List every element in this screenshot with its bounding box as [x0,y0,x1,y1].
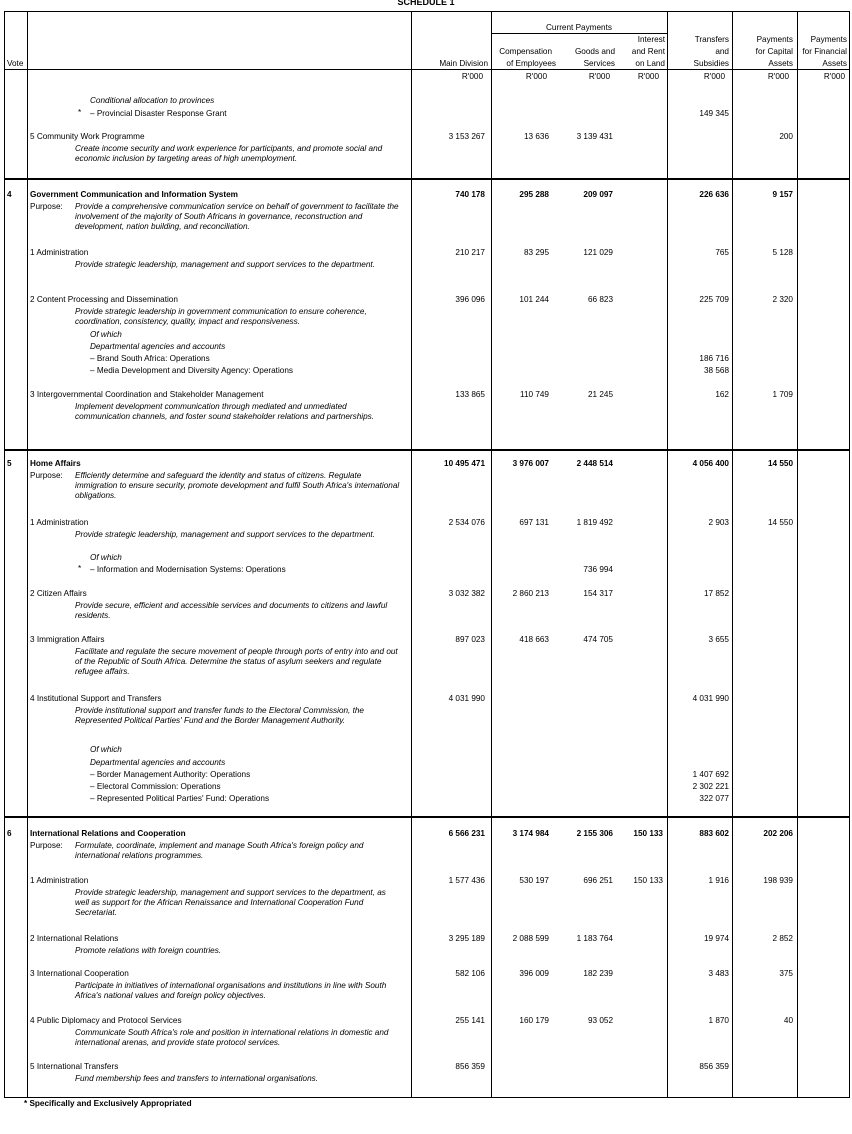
amount-comp: 2 860 213 [512,589,549,598]
of-which-label: Of which [90,553,122,562]
programme-label: 2 International Relations [30,934,119,943]
amount-capital: 5 128 [772,248,793,257]
programme-description: Create income security and work experience for participants, and promote social and economic inclusion by targeting areas of high unemployment. [75,144,383,163]
header-comp-1: Compensation [499,47,552,56]
unit-comp: R'000 [525,72,547,81]
amount-interest: 150 133 [633,829,663,838]
amount-main: 3 295 189 [448,934,485,943]
current-payments-rule [491,33,667,34]
amount-comp: 110 749 [520,390,549,399]
unit-main: R'000 [461,72,483,81]
amount-transfers: 162 [715,390,729,399]
pdrg-label: – Provincial Disaster Response Grant [90,109,227,118]
amount-transfers: 856 359 [699,1062,729,1071]
programme-description: Provide secure, efficient and accessible services and documents to citizens and lawful residents. [75,601,388,620]
header-interest-2: and Rent [631,47,665,56]
vote-separator [5,816,849,818]
sub-item-label: – Border Management Authority: Operations [90,770,251,779]
amount-goods: 474 705 [583,635,613,644]
programme-label: 5 International Transfers [30,1062,119,1071]
amount-goods: 1 819 492 [576,518,613,527]
header-financial-1: Payments [810,35,847,44]
programme-description: Provide strategic leadership in government communication to ensure coherence, coordination, consistency, quality, impact and responsiveness. [75,307,367,326]
amount-main: 1 577 436 [448,876,485,885]
conditional-allocation-label: Conditional allocation to provinces [90,96,215,105]
amount-capital: 202 206 [763,829,793,838]
header-financial-3: Assets [822,59,847,68]
amount-transfers: 1 870 [708,1016,729,1025]
departmental-agencies-label: Departmental agencies and accounts [90,758,226,767]
programme-label: 4 Institutional Support and Transfers [30,694,162,703]
programme-description: Implement development communication through mediated and unmediated communication channels, and foster sound stakeholder relations and partnerships. [75,402,375,421]
col-rule [667,12,668,1097]
amount-transfers: 225 709 [699,295,729,304]
amount-transfers: 186 716 [699,354,729,363]
amount-capital: 14 550 [767,518,793,527]
amount-transfers: 17 852 [703,589,729,598]
appropriated-marker: * [78,564,82,573]
amount-main: 2 534 076 [448,518,485,527]
programme-label: 5 Community Work Programme [30,132,145,141]
amount-goods: 2 155 306 [576,829,613,838]
programme-description: Provide strategic leadership, management and support services to the department. [75,260,375,269]
amount-capital: 375 [779,969,793,978]
vote-name: Government Communication and Information System [30,190,238,199]
programme-label: 1 Administration [30,518,89,527]
amount-main: 210 217 [455,248,485,257]
page-title: SCHEDULE 1 [397,0,455,7]
programme-description: Communicate South Africa's role and position in international relations in domestic and international arenas, and provide state protocol services. [75,1028,389,1047]
purpose-text: Formulate, coordinate, implement and manage South Africa's foreign policy and international relations programmes. [75,841,364,860]
header-financial-2: for Financial [802,47,847,56]
purpose-label: Purpose: [30,841,63,850]
amount-capital: 200 [779,132,793,141]
departmental-agencies-label: Departmental agencies and accounts [90,342,226,351]
header-goods-2: Services [583,59,615,68]
programme-description: Fund membership fees and transfers to international organisations. [75,1074,319,1083]
amount-goods: 182 239 [583,969,613,978]
col-rule [27,12,28,1097]
header-transfers-3: Subsidies [693,59,729,68]
amount-main: 255 141 [455,1016,485,1025]
amount-comp: 13 636 [523,132,549,141]
amount-comp: 160 179 [519,1016,549,1025]
header-goods-1: Goods and [574,47,615,56]
amount-main: 3 153 267 [448,132,485,141]
amount-capital: 1 709 [772,390,793,399]
amount-comp: 83 295 [523,248,549,257]
amount-main: 582 106 [455,969,485,978]
amount-capital: 9 157 [772,190,793,199]
unit-goods: R'000 [588,72,610,81]
sub-item-label: – Brand South Africa: Operations [90,354,210,363]
amount-comp: 3 174 984 [512,829,549,838]
of-which-label: Of which [90,745,122,754]
of-which-label: Of which [90,330,122,339]
amount-comp: 2 088 599 [512,934,549,943]
unit-interest: R'000 [637,72,659,81]
amount-transfers: 4 056 400 [692,459,729,468]
programme-label: 3 Immigration Affairs [30,635,105,644]
footnote: * Specifically and Exclusively Appropriated [24,1099,192,1108]
sub-item-label: – Media Development and Diversity Agency: Operations [90,366,293,375]
amount-transfers: 1 916 [708,876,729,885]
unit-financial: R'000 [823,72,845,81]
header-capital-3: Assets [768,59,793,68]
amount-goods: 696 251 [583,876,613,885]
amount-transfers: 765 [715,248,729,257]
programme-label: 2 Content Processing and Dissemination [30,295,178,304]
header-rule [5,69,849,70]
amount-goods: 2 448 514 [576,459,613,468]
header-capital-1: Payments [756,35,793,44]
amount-transfers: 38 568 [703,366,729,375]
programme-description: Participate in initiatives of international organisations and institutions in line with South Africa's national values and foreign policy objectives. [75,981,387,1000]
vote-number: 5 [7,459,12,468]
col-rule [411,12,412,1097]
amount-interest: 150 133 [633,876,663,885]
purpose-text: Provide a comprehensive communication service on behalf of government to facilitate the involvement of the majority of South Africans in governance, reconstruction and development, nation building, and reconciliation. [75,202,399,231]
programme-description: Provide institutional support and transfer funds to the Electoral Commission, the Represented Political Parties' Fund and the Border Management Authority. [75,706,364,725]
amount-goods: 21 245 [587,390,613,399]
vote-number: 4 [7,190,12,199]
amount-transfers: 226 636 [699,190,729,199]
schedule-table [4,11,850,1098]
amount-goods: 209 097 [583,190,613,199]
amount-capital: 40 [783,1016,793,1025]
purpose-text: Efficiently determine and safeguard the identity and status of citizens. Regulate immigration to ensure security, promote development and fulfil South Africa's international obligations. [75,471,400,500]
amount-goods: 93 052 [587,1016,613,1025]
amount-comp: 697 131 [519,518,549,527]
amount-comp: 3 976 007 [512,459,549,468]
amount-capital: 2 852 [772,934,793,943]
amount-comp: 530 197 [519,876,549,885]
amount-transfers: 1 407 692 [692,770,729,779]
amount-main: 396 096 [455,295,485,304]
amount-capital: 2 320 [772,295,793,304]
purpose-label: Purpose: [30,202,63,211]
programme-description: Provide strategic leadership, management and support services to the department, as well as support for the African Renaissance and International Cooperation Fund Secretariat. [75,888,386,917]
programme-description: Facilitate and regulate the secure movement of people through ports of entry into and out of the Republic of South Africa. Determine the status of asylum seekers and regulate refugee affairs. [75,647,398,676]
amount-transfers: 883 602 [699,829,729,838]
amount-main: 133 865 [455,390,485,399]
amount-main: 897 023 [455,635,485,644]
col-rule [797,12,798,1097]
amount-transfers: 19 974 [703,934,729,943]
amount-goods: 736 994 [583,565,613,574]
amount-goods: 66 823 [587,295,613,304]
pdrg-transfers: 149 345 [699,109,729,118]
programme-label: 3 International Cooperation [30,969,129,978]
vote-name: Home Affairs [30,459,81,468]
amount-main: 10 495 471 [444,459,485,468]
amount-goods: 1 183 764 [576,934,613,943]
vote-number: 6 [7,829,12,838]
sub-item-label: – Electoral Commission: Operations [90,782,221,791]
programme-label: 1 Administration [30,876,89,885]
programme-description: Promote relations with foreign countries. [75,946,222,955]
amount-transfers: 322 077 [699,794,729,803]
vote-separator [5,178,849,180]
amount-comp: 101 244 [519,295,549,304]
amount-main: 856 359 [455,1062,485,1071]
programme-description: Provide strategic leadership, management and support services to the department. [75,530,375,539]
vote-separator [5,449,849,451]
header-interest-1: Interest [637,35,665,44]
amount-goods: 3 139 431 [576,132,613,141]
amount-main: 3 032 382 [448,589,485,598]
amount-main: 740 178 [455,190,485,199]
amount-transfers: 3 483 [708,969,729,978]
amount-goods: 121 029 [583,248,613,257]
purpose-label: Purpose: [30,471,63,480]
amount-transfers: 4 031 990 [692,694,729,703]
sub-item-label: – Information and Modernisation Systems: Operations [90,565,286,574]
amount-transfers: 2 302 221 [692,782,729,791]
programme-label: 4 Public Diplomacy and Protocol Services [30,1016,182,1025]
vote-name: International Relations and Cooperation [30,829,186,838]
amount-comp: 396 009 [519,969,549,978]
programme-label: 3 Intergovernmental Coordination and Stakeholder Management [30,390,264,399]
amount-main: 6 566 231 [448,829,485,838]
amount-capital: 14 550 [767,459,793,468]
header-capital-2: for Capital [755,47,793,56]
unit-transfers: R'000 [703,72,725,81]
appropriated-marker: * [78,108,82,117]
amount-transfers: 2 903 [708,518,729,527]
programme-label: 1 Administration [30,248,89,257]
amount-main: 4 031 990 [448,694,485,703]
amount-capital: 198 939 [763,876,793,885]
amount-transfers: 3 655 [708,635,729,644]
amount-comp: 418 663 [519,635,549,644]
header-main-division: Main Division [439,59,488,68]
header-current-payments: Current Payments [546,23,612,32]
amount-goods: 154 317 [583,589,613,598]
amount-comp: 295 288 [519,190,549,199]
sub-item-label: – Represented Political Parties' Fund: Operations [90,794,270,803]
header-vote: Vote [7,59,24,68]
col-rule [491,12,492,1097]
header-interest-3: on Land [635,59,665,68]
header-transfers-1: Transfers [694,35,729,44]
unit-capital: R'000 [767,72,789,81]
programme-label: 2 Citizen Affairs [30,589,87,598]
header-comp-2: of Employees [506,59,556,68]
col-rule [732,12,733,1097]
header-transfers-2: and [715,47,729,56]
